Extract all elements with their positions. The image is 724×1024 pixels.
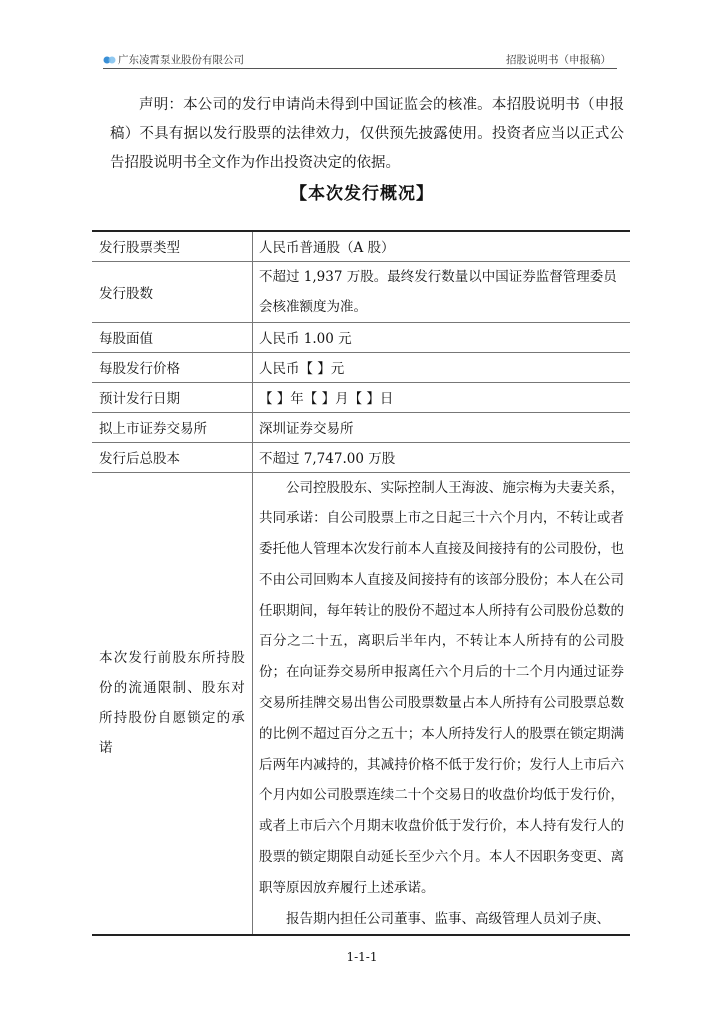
company-logo-icon [103, 55, 116, 65]
row-value: 人民币 1.00 元 [253, 322, 631, 352]
table-row [92, 352, 630, 382]
lockup-paragraph-1: 公司控股股东、实际控制人王海波、施宗梅为夫妻关系，共同承诺：自公司股票上市之日起三十六个月内，不转让或者委托他人管理本次发行前本人直接及间接持有的公司股份，也不由公司回购本人直接及间接持有的该部分股份；本人在公司任职期间，每年转让的股份不超过本人所持有公司股份总数的百分之二十五，离职后半年内，不转让本人所持有的公司股份；在向证券交易所申报离任六个月后的十二个月内通过证券交易所挂牌交易出售公司股票数量占本人所持有公司股票总数的比例不超过百分之五十；本人所持发行人的股票在锁定期满后两年内减持的，其减持价格不低于发行价；发行人上市后六个月内如公司股票连续二十个交易日的收盘价均低于发行价，或者上市后六个月期末收盘价低于发行价，本人持有发行人的股票的锁定期限自动延长至少六个月。本人不因职务变更、离职等原因放弃履行上述承诺。 [259, 479, 624, 896]
offering-summary-table [92, 230, 630, 936]
table-row [92, 322, 630, 352]
row-label: 发行股数 [92, 261, 253, 322]
section-title: 【本次发行概况】 [290, 184, 434, 204]
company-name: 广东凌霄泵业股份有限公司 [118, 54, 244, 66]
lockup-paragraph-2: 报告期内担任公司董事、监事、高级管理人员刘子庚、 [286, 910, 610, 927]
document-title: 招股说明书（申报稿） [506, 54, 611, 66]
row-label: 发行股票类型 [92, 231, 253, 261]
row-value: 【 】年【 】月【 】日 [253, 382, 631, 412]
table-row [92, 261, 630, 322]
table-row [92, 412, 630, 442]
table-row [92, 442, 630, 472]
disclaimer-statement: 声明：本公司的发行申请尚未得到中国证监会的核准。本招股说明书（申报稿）不具有据以发行股票的法律效力，仅供预先披露使用。投资者应当以正式公告招股说明书全文作为作出投资决定的依据。 [110, 97, 624, 171]
row-value: 人民币【 】元 [253, 352, 631, 382]
header-company [103, 52, 244, 67]
page-number: 1-1-1 [346, 950, 378, 964]
lockup-label: 本次发行前股东所持股份的流通限制、股东对所持股份自愿锁定的承诺 [92, 472, 253, 935]
row-value: 不超过 1,937 万股。最终发行数量以中国证券监督管理委员会核准额度为准。 [253, 261, 631, 322]
lockup-value [253, 472, 631, 935]
row-label: 每股面值 [92, 322, 253, 352]
row-value: 人民币普通股（A 股） [253, 231, 631, 261]
row-label: 发行后总股本 [92, 442, 253, 472]
row-label: 预计发行日期 [92, 382, 253, 412]
table-row-lockup [92, 472, 630, 935]
page-header [103, 50, 617, 69]
row-label: 拟上市证券交易所 [92, 412, 253, 442]
row-value: 深圳证券交易所 [253, 412, 631, 442]
row-label: 每股发行价格 [92, 352, 253, 382]
table-row [92, 382, 630, 412]
table-row [92, 231, 630, 261]
row-value: 不超过 7,747.00 万股 [253, 442, 631, 472]
